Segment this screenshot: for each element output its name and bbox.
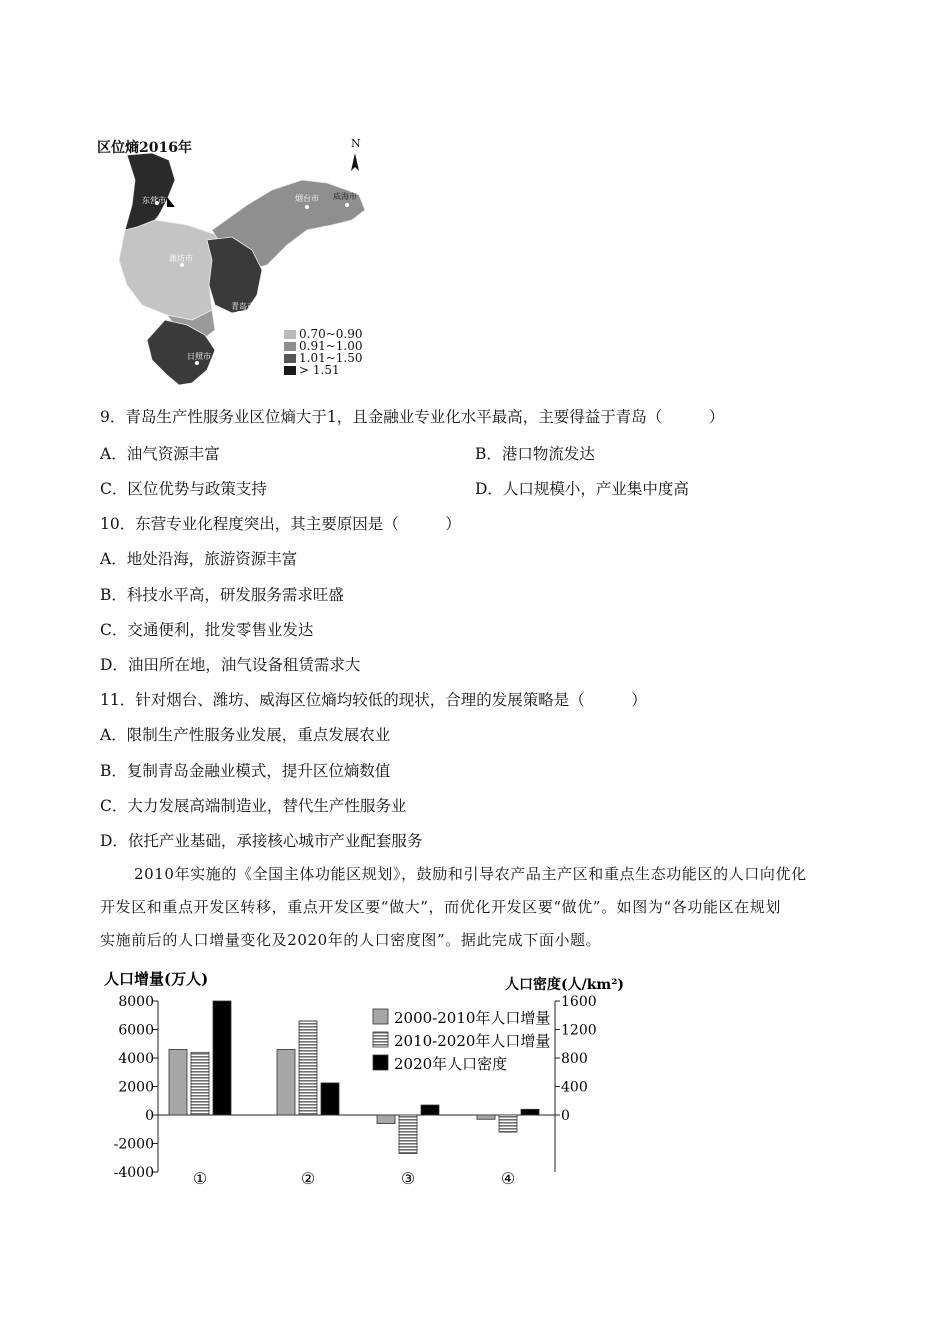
y-tick-label: 0	[145, 1108, 154, 1124]
y2-tick-label: 400	[561, 1079, 588, 1096]
region-weifang	[119, 220, 217, 320]
y-tick-label: -2000	[113, 1136, 154, 1153]
bar-3	[213, 1001, 231, 1115]
question-10-option-d[interactable]: D．油田所在地，油气设备租赁需求大	[100, 656, 361, 674]
bar-2	[191, 1052, 209, 1115]
question-9-stem: 9．青岛生产性服务业区位熵大于1，且金融业专业化水平最高，主要得益于青岛（ ）	[100, 408, 725, 426]
question-9-option-c[interactable]: C．区位优势与政策支持	[100, 480, 267, 498]
y-axis-title: 人口增量(万人)	[104, 970, 209, 988]
y2-axis-title: 人口密度(人/km²)	[505, 977, 625, 993]
city-label-yantai: 烟台市	[295, 194, 319, 203]
legend-swatch	[284, 342, 296, 351]
passage	[100, 858, 860, 957]
bar-1	[377, 1115, 395, 1124]
map-figure	[97, 135, 377, 390]
location-marker-icon	[167, 197, 175, 207]
map-legend-item: 1.01~1.50	[284, 351, 363, 365]
x-tick-label: ④	[500, 1169, 516, 1188]
passage-line: 2010年实施的《全国主体功能区规划》，鼓励和引导农产品主产区和重点生态功能区的人口向优化	[134, 865, 807, 883]
map-legend-item: > 1.51	[284, 363, 340, 377]
legend-label: 2000-2010年人口增量	[394, 1009, 551, 1027]
x-tick-label: ①	[192, 1169, 208, 1188]
city-label-rizhao: 日照市	[187, 352, 211, 361]
question-10-option-a[interactable]: A．地处沿海，旅游资源丰富	[100, 550, 298, 568]
bar-2	[399, 1115, 417, 1153]
question-10-option-c[interactable]: C．交通便利，批发零售业发达	[100, 621, 314, 639]
map-legend-item: 0.70~0.90	[284, 327, 363, 341]
question-9-option-b[interactable]: B．港口物流发达	[475, 445, 595, 463]
y-tick-label: 4000	[118, 1051, 154, 1067]
city-label-dongying: 东营市	[142, 196, 166, 205]
bar-1	[477, 1115, 495, 1119]
region-dongying	[125, 153, 175, 230]
x-tick-label: ③	[400, 1169, 416, 1188]
legend-label: 2020年人口密度	[394, 1055, 508, 1073]
bar-3	[521, 1109, 539, 1115]
y2-tick-label: 800	[561, 1051, 588, 1067]
legend-swatch	[284, 354, 296, 363]
question-10-stem: 10．东营专业化程度突出，其主要原因是（ ）	[100, 515, 461, 533]
city-label-weihai: 威海市	[333, 192, 357, 201]
question-9-option-d[interactable]: D．人口规模小，产业集中度高	[475, 480, 689, 498]
question-11-option-c[interactable]: C．大力发展高端制造业，替代生产性服务业	[100, 797, 407, 815]
question-10-option-b[interactable]: B．科技水平高，研发服务需求旺盛	[100, 586, 344, 604]
legend-swatch	[284, 330, 296, 339]
city-label-weifang: 潍坊市	[169, 254, 193, 263]
x-tick-label: ②	[300, 1169, 316, 1188]
question-11-stem: 11．针对烟台、潍坊、威海区位熵均较低的现状，合理的发展策略是（ ）	[100, 691, 647, 709]
question-9-option-a[interactable]: A．油气资源丰富	[100, 445, 220, 463]
bar-2	[299, 1021, 317, 1115]
map-legend-item: 0.91~1.00	[284, 339, 363, 353]
bar-1	[169, 1049, 187, 1115]
passage-line: 实施前后的人口增量变化及2020年的人口密度图”。据此完成下面小题。	[100, 931, 602, 949]
city-label-qingdao: 青岛市	[231, 302, 255, 311]
question-11-option-a[interactable]: A．限制生产性服务业发展，重点发展农业	[100, 726, 391, 744]
legend-swatch	[373, 1055, 388, 1070]
y-tick-label: 2000	[118, 1079, 154, 1096]
passage-line: 开发区和重点开发区转移，重点开发区要“做大”，而优化开发区要“做优”。如图为“各功能区在规划	[100, 898, 781, 916]
question-11-option-d[interactable]: D．依托产业基础，承接核心城市产业配套服务	[100, 832, 423, 850]
y-tick-label: 8000	[118, 994, 154, 1010]
bar-3	[321, 1083, 339, 1115]
y-tick-label: 6000	[118, 1022, 154, 1039]
north-label: N	[351, 137, 361, 150]
legend-swatch	[373, 1032, 388, 1047]
legend-swatch	[373, 1009, 388, 1024]
population-chart	[0, 960, 950, 1200]
bar-2	[499, 1115, 517, 1132]
legend-swatch	[284, 366, 296, 375]
north-arrow-icon	[351, 153, 359, 171]
bar-3	[421, 1105, 439, 1115]
bar-1	[277, 1049, 295, 1115]
legend-label: 2010-2020年人口增量	[394, 1032, 551, 1050]
y2-tick-label: 1200	[561, 1022, 597, 1039]
map-title: 区位熵2016年	[97, 140, 192, 156]
y-tick-label: -4000	[113, 1165, 154, 1181]
question-11-option-b[interactable]: B．复制青岛金融业模式，提升区位熵数值	[100, 762, 391, 780]
y2-tick-label: 1600	[561, 994, 597, 1010]
y2-tick-label: 0	[561, 1108, 570, 1124]
